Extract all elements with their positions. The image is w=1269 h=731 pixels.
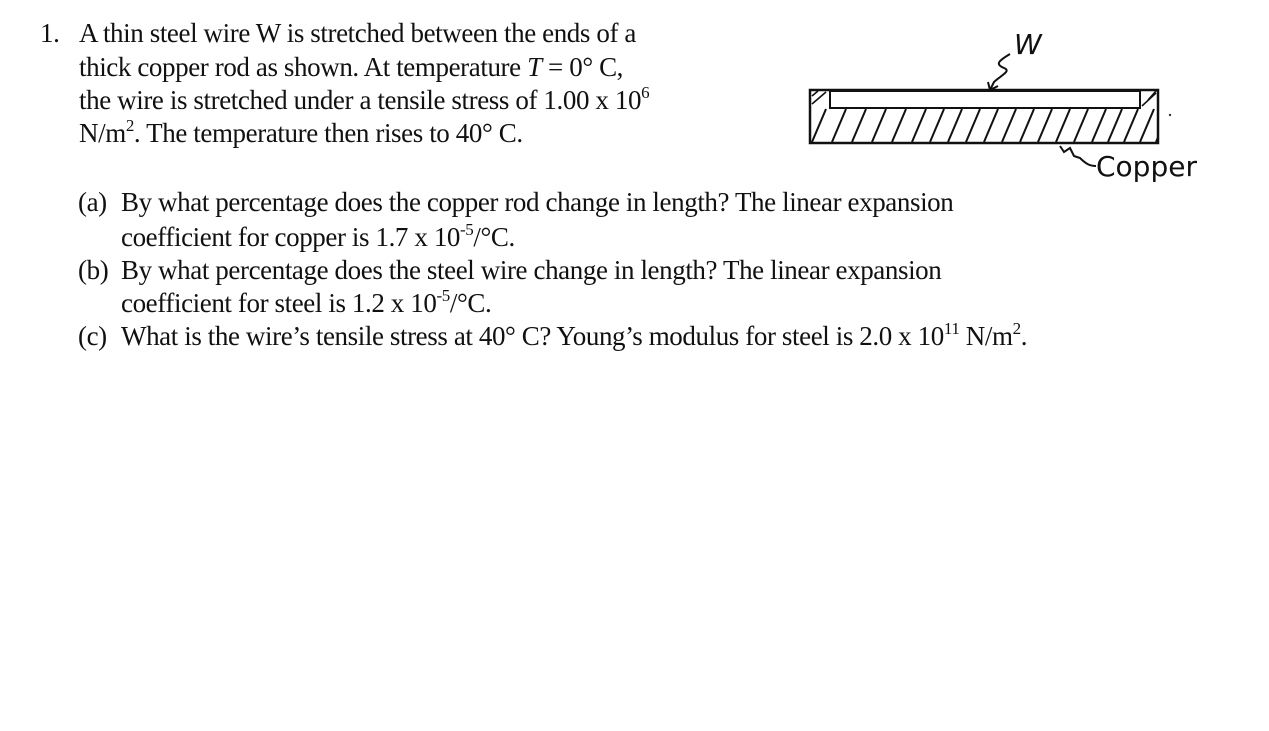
part-b-text: coefficient for steel is 1.2 x 10 [121,288,437,318]
wire-label: W [1014,28,1042,61]
part-a-text: coefficient for copper is 1.7 x 10 [121,222,461,252]
problem-number: 1. [40,18,60,48]
intro-text: the wire is stretched under a tensile stress of 1.00 x 10 [79,85,642,115]
part-b-label: (b) [78,255,109,285]
intro-text: thick copper rod as shown. At temperature [79,52,528,82]
rod-hatching [812,109,1170,142]
part-c-text: What is the wire’s tensile stress at 40° C? Young’s modulus for steel is 2.0 x 10 [121,321,944,351]
right-end-hatching [1142,91,1156,106]
exponent: 6 [641,83,650,102]
intro-text: = 0° C, [541,52,624,82]
steel-wire [830,91,1140,108]
part-a-label: (a) [78,187,107,217]
rod-label: Copper [1096,150,1197,183]
exponent: -5 [460,220,474,239]
part-b-line-1: By what percentage does the steel wire change in length? The linear expansion [121,255,942,285]
exponent: 2 [125,116,134,135]
part-a-line-1: By what percentage does the copper rod change in length? The linear expansion [121,187,954,217]
part-a-text: /°C. [473,222,515,252]
speck [1169,114,1171,116]
part-c-text: . [1020,321,1028,351]
exponent: 11 [943,319,960,338]
exponent: 2 [1012,319,1021,338]
intro-text: A thin steel wire W is stretched between the ends of a [79,18,636,48]
exponent: -5 [436,286,450,305]
part-c-text: N/m [959,321,1013,351]
intro-text: N/m [79,118,126,148]
temperature-variable: T [527,52,542,82]
part-b-text: /°C. [449,288,492,318]
intro-text: . The temperature then rises to 40° C. [133,118,523,148]
left-end-hatching [812,91,826,104]
wire-pointer-arrow [990,54,1010,90]
rod-pointer-arrow [1060,146,1096,166]
part-c-label: (c) [78,321,107,351]
